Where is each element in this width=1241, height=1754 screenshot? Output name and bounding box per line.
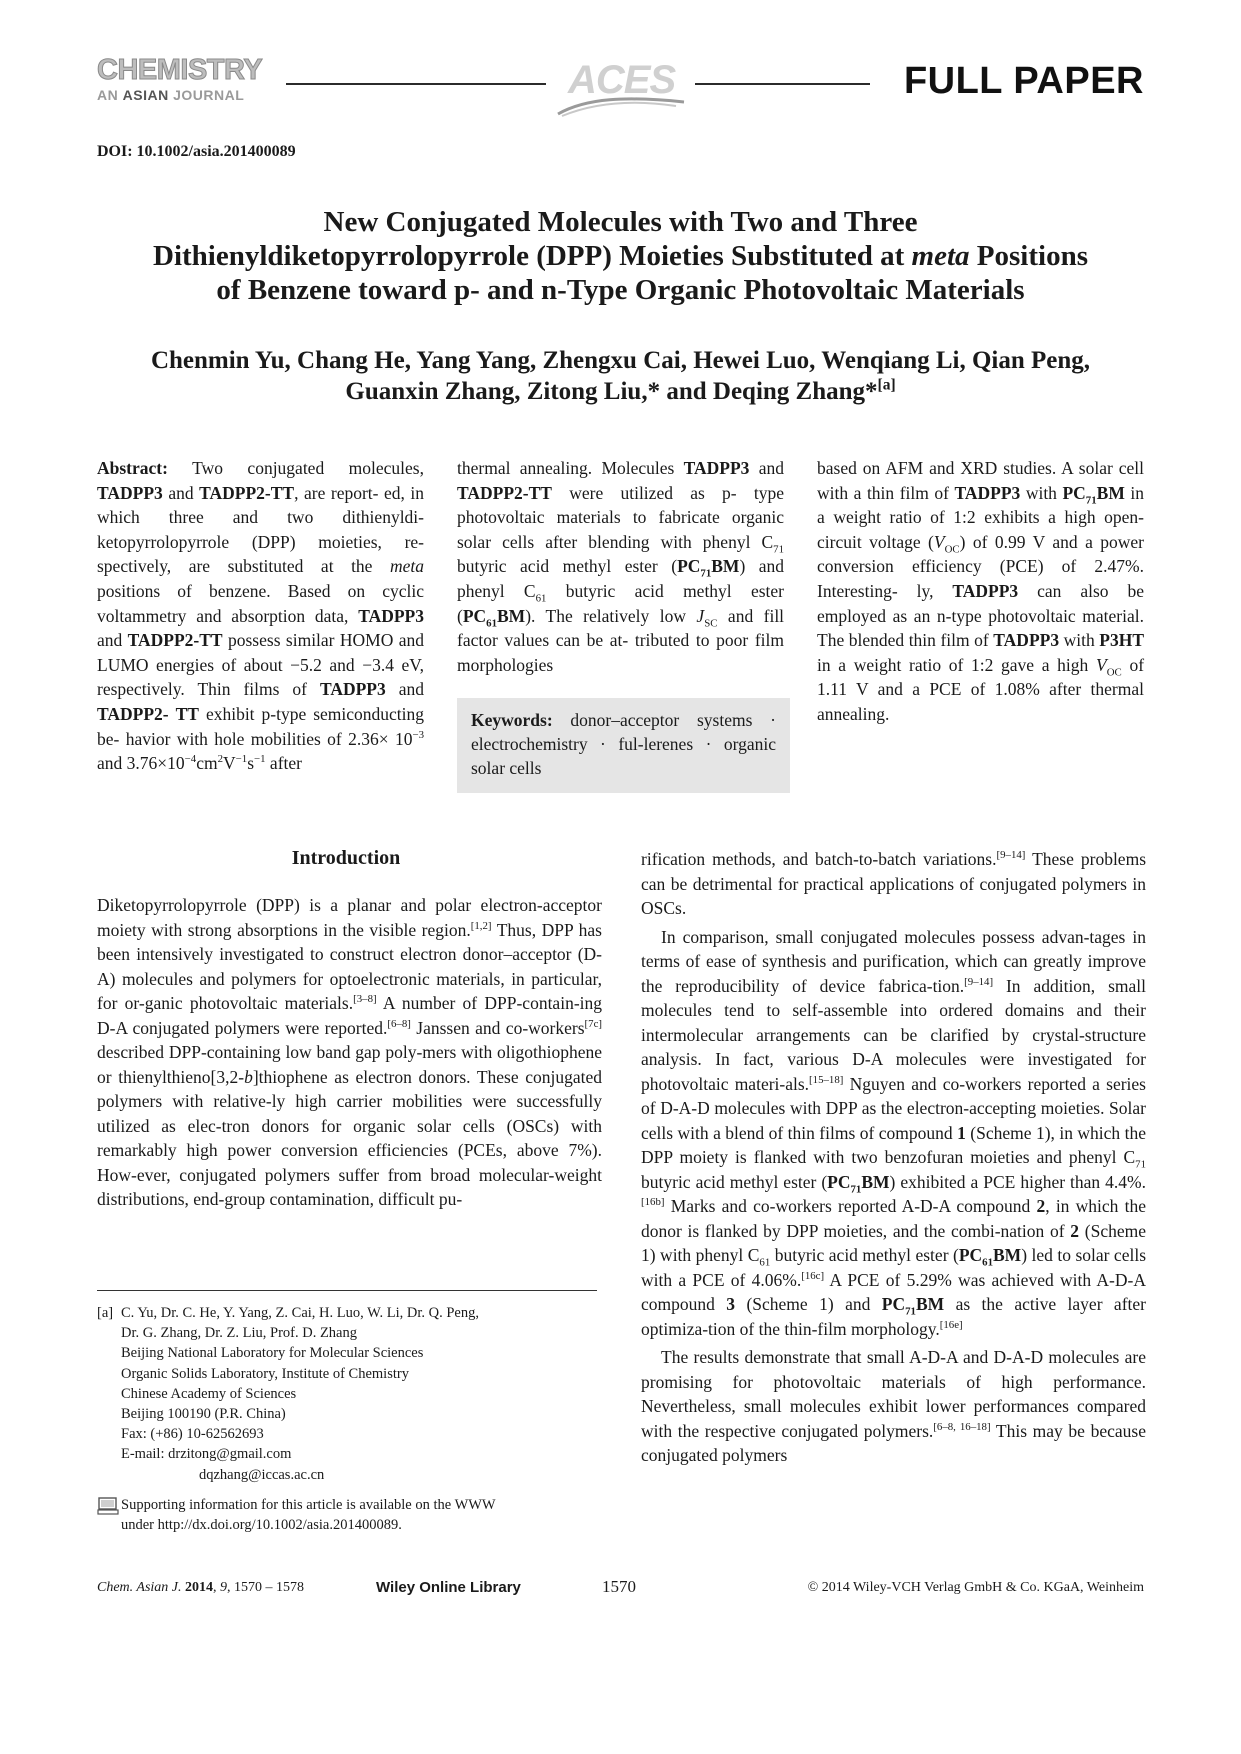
- body-column-right: rification methods, and batch-to-batch variations.[9–14] These problems can be detrimental for practical applications of conjugated polymers in OSCs. In comparison, small conjugated molecules possess advan-tages in terms of ease of synthesis and purification, which can greatly improve the reproducibility of device fabrica-tion.[9–14] In addition, small molecules tend to self-assemble into ordered domains and their intermolecular arrangements can be clarified by crystal-structure analysis. In fact, various D-A molecules were investigated for photovoltaic materi-als.[15–18] Nguyen and co-workers reported a series of D-A-D molecules with DPP as the electron-accepting moieties. Solar cells with a blend of thin films of compound 1 (Scheme 1), in which the DPP moiety is flanked with two benzofuran moieties and phenyl $C_{71}$ butyric acid methyl ester $(PC_{71}BM)$ exhibited a PCE higher than 4.4%.[16b] Marks and co-workers reported A-D-A compound 2, in which the donor is flanked by DPP moieties, and the combi-nation of 2 (Scheme 1) with phenyl $C_{61}$ butyric acid methyl ester $(PC_{61}BM)$ led to solar cells with a PCE of 4.06%.[16c] A PCE of 5.29% was achieved with A-D-A compound 3 (Scheme 1) and $PC_{71}BM$ as the active layer after optimiza-tion of the thin-film morphology.[16e] The results demonstrate that small A-D-A and D-A-D molecules are promising for photovoltaic materials of high performance. Nevertheless, small molecules exhibit lower performances compared with the respective conjugated polymers.[6–8, 16–18] This may be because conjugated polymers: [641, 849, 1147, 1465]
- author-list: Chenmin Yu, Chang He, Yang Yang, Zhengxu Cai, Hewei Luo, Wenqiang Li, Qian Peng, Guanxin Zhang, Zitong Liu,* and Deqing Zhang*[a]: [150, 347, 1091, 405]
- abstract-label: Abstract:: [97, 458, 168, 478]
- journal-subtitle: AN ASIAN JOURNAL: [97, 87, 245, 103]
- keywords-list: donor–acceptor systems · electrochemistry · ful-lerenes · organic solar cells: [471, 710, 776, 778]
- journal-citation: Chem. Asian J. 2014, 9, 1570 – 1578: [97, 1580, 305, 1595]
- page-number: 1570: [602, 1577, 636, 1596]
- doi: DOI: 10.1002/asia.201400089: [97, 143, 296, 160]
- masthead-rule-left: [286, 83, 546, 85]
- body-column-left: Diketopyrrolopyrrole (DPP) is a planar and polar electron-acceptor moiety with strong absorptions in the visible region.[1,2] Thus, DPP has been intensively investigated to construct electron donor–acceptor (D-A) molecules and polymers for optoelectronic materials, in particular, for or-ganic photovoltaic materials.[3–8] A number of DPP-contain-ing D-A conjugated polymers were reported.[6–8] Janssen and co-workers[7c] described DPP-containing low band gap poly-mers with oligothiophene or thienylthieno[3,2-b]thiophene as electron donors. These conjugated polymers with relative-ly high carrier mobilities were successfully utilized as elec-tron donors for organic solar cells (OSCs) with remarkably high power conversion efficiencies (PCEs, above 7%). How-ever, conjugated polymers suffer from broad molecular-weight distributions, end-group contamination, difficult pu-: [97, 895, 603, 1209]
- aces-logo: ACES: [556, 58, 686, 118]
- swoosh-graphic: [556, 94, 686, 118]
- article-title: New Conjugated Molecules with Two and Three Dithienyldiketopyrrolopyrrole (DPP) Moieties Substituted at meta Positions of Benzene toward p- and n-Type Organic Photovoltaic Materials: [153, 206, 1088, 306]
- abstract-column-3: based on AFM and XRD studies. A solar cell with a thin film of TADPP3 with $PC_{71}BM$ in a weight ratio of 1:2 exhibits a high open-circuit voltage $(V_{OC})$ of 0.99 V and a power conversion efficiency (PCE) of 2.47%. Interesting- ly, TADPP3 can also be employed as an n-type photovoltaic material. The blended thin film of TADPP3 with P3HT in a weight ratio of 1:2 gave a high $V_{OC}$ of 1.11 V and a PCE of 1.08% after thermal annealing.: [817, 458, 1145, 724]
- masthead-rule-right: [695, 83, 870, 85]
- abstract-column-2: thermal annealing. Molecules TADPP3 and TADPP2-TT were utilized as p- type photovoltaic materials to fabricate organic solar cells after blending with phenyl $C_{71}$ butyric acid methyl ester $(PC_{71}BM)$ and phenyl $C_{61}$ butyric acid methyl ester $(PC_{61}BM)$. The relatively low $J_{SC}$ and fill factor values can be at- tributed to poor film morphologies: [457, 458, 785, 675]
- affiliation-mark: [a]: [877, 376, 896, 394]
- journal-logo: [97, 55, 262, 103]
- section-heading-introduction: Introduction: [291, 847, 401, 869]
- computer-icon: [97, 1497, 119, 1515]
- copyright: © 2014 Wiley-VCH Verlag GmbH & Co. KGaA, Weinheim: [807, 1580, 1144, 1595]
- paper-type: FULL PAPER: [903, 60, 1144, 102]
- keywords-box: [457, 698, 790, 793]
- abstract-column-1: Abstract: Two conjugated molecules, TADPP3 and TADPP2-TT, are report- ed, in which three and two dithienyldi- ketopyrrolopyrrole (DPP) moieties, re- spectively, are substituted at the meta positions of benzene. Based on cyclic voltammetry and absorption data, TADPP3 and TADPP2-TT possess similar HOMO and LUMO energies of about −5.2 and −3.4 eV, respectively. Thin films of TADPP3 and TADPP2- TT exhibit p-type semiconducting be- havior with hole mobilities of $2.36\times 10^{-3}$ and $3.76\times 10^{-4}cm^2V^{-1}s^{-1}$ after: [97, 458, 425, 774]
- wiley-online-library-logo: Wiley Online Library: [376, 1579, 521, 1596]
- journal-name: CHEMISTRY: [97, 54, 263, 86]
- keywords-label: Keywords:: [471, 710, 553, 730]
- footnote-rule: [97, 1290, 597, 1291]
